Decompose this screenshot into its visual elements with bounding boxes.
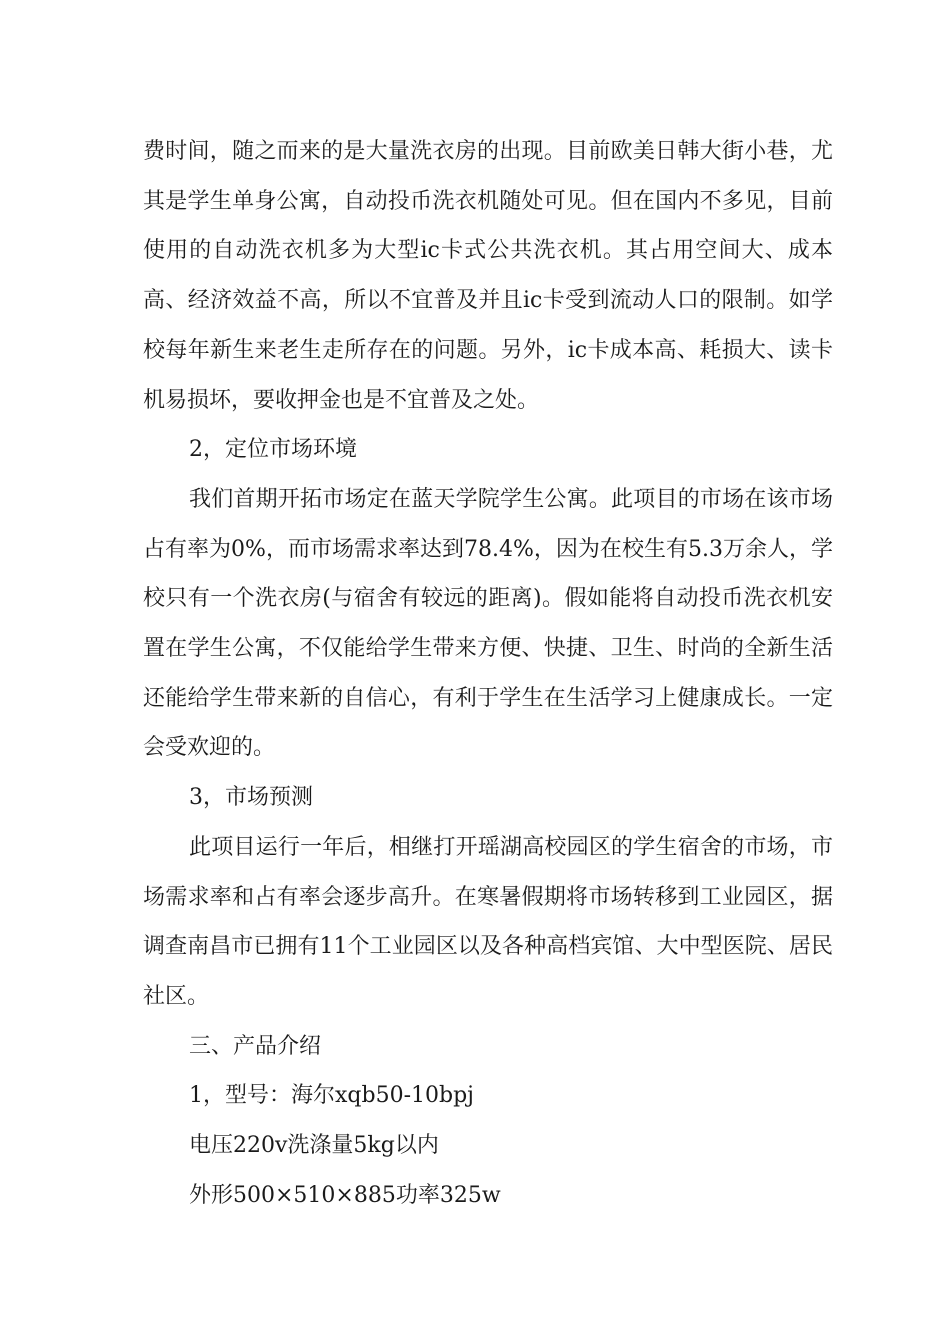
document-body [143, 127, 833, 1220]
heading-market-positioning: 2，定位市场环境 [189, 437, 357, 463]
heading-market-forecast: 3，市场预测 [189, 785, 313, 811]
paragraph-laundry-background: 费时间，随之而来的是大量洗衣房的出现。目前欧美日韩大街小巷，尤其是学生单身公寓，自动投币洗衣机随处可见。但在国内不多见，目前使用的自动洗衣机多为大型ic卡式公共洗衣机。其占用空间大、成本高、经济效益不高，所以不宜普及并且ic卡受到流动人口的限制。如学校每年新生来老生走所存在的问题。另外，ic卡成本高、耗损大、读卡机易损坏，要收押金也是不宜普及之处。 [143, 139, 833, 413]
paragraph-market-positioning: 我们首期开拓市场定在蓝天学院学生公寓。此项目的市场在该市场占有率为0%，而市场需求率达到78.4%，因为在校生有5.3万余人，学校只有一个洗衣房(与宿舍有较远的距离)。假如能将自动投币洗衣机安置在学生公寓，不仅能给学生带来方便、快捷、卫生、时尚的全新生活还能给学生带来新的自信心，有利于学生在生活学习上健康成长。一定会受欢迎的。 [143, 486, 833, 761]
product-voltage-line: 电压220v洗涤量5kg以内 [189, 1133, 439, 1159]
product-dimensions-line: 外形500×510×885功率325w [189, 1182, 501, 1208]
paragraph-market-forecast: 此项目运行一年后，相继打开瑶湖高校园区的学生宿舍的市场，市场需求率和占有率会逐步高升。在寒暑假期将市场转移到工业园区，据调查南昌市已拥有11个工业园区以及各种高档宾馆、大中型医院、居民社区。 [143, 834, 833, 1009]
heading-product-introduction: 三、产品介绍 [189, 1033, 322, 1059]
product-model-line: 1，型号：海尔xqb50-10bpj [189, 1083, 474, 1109]
